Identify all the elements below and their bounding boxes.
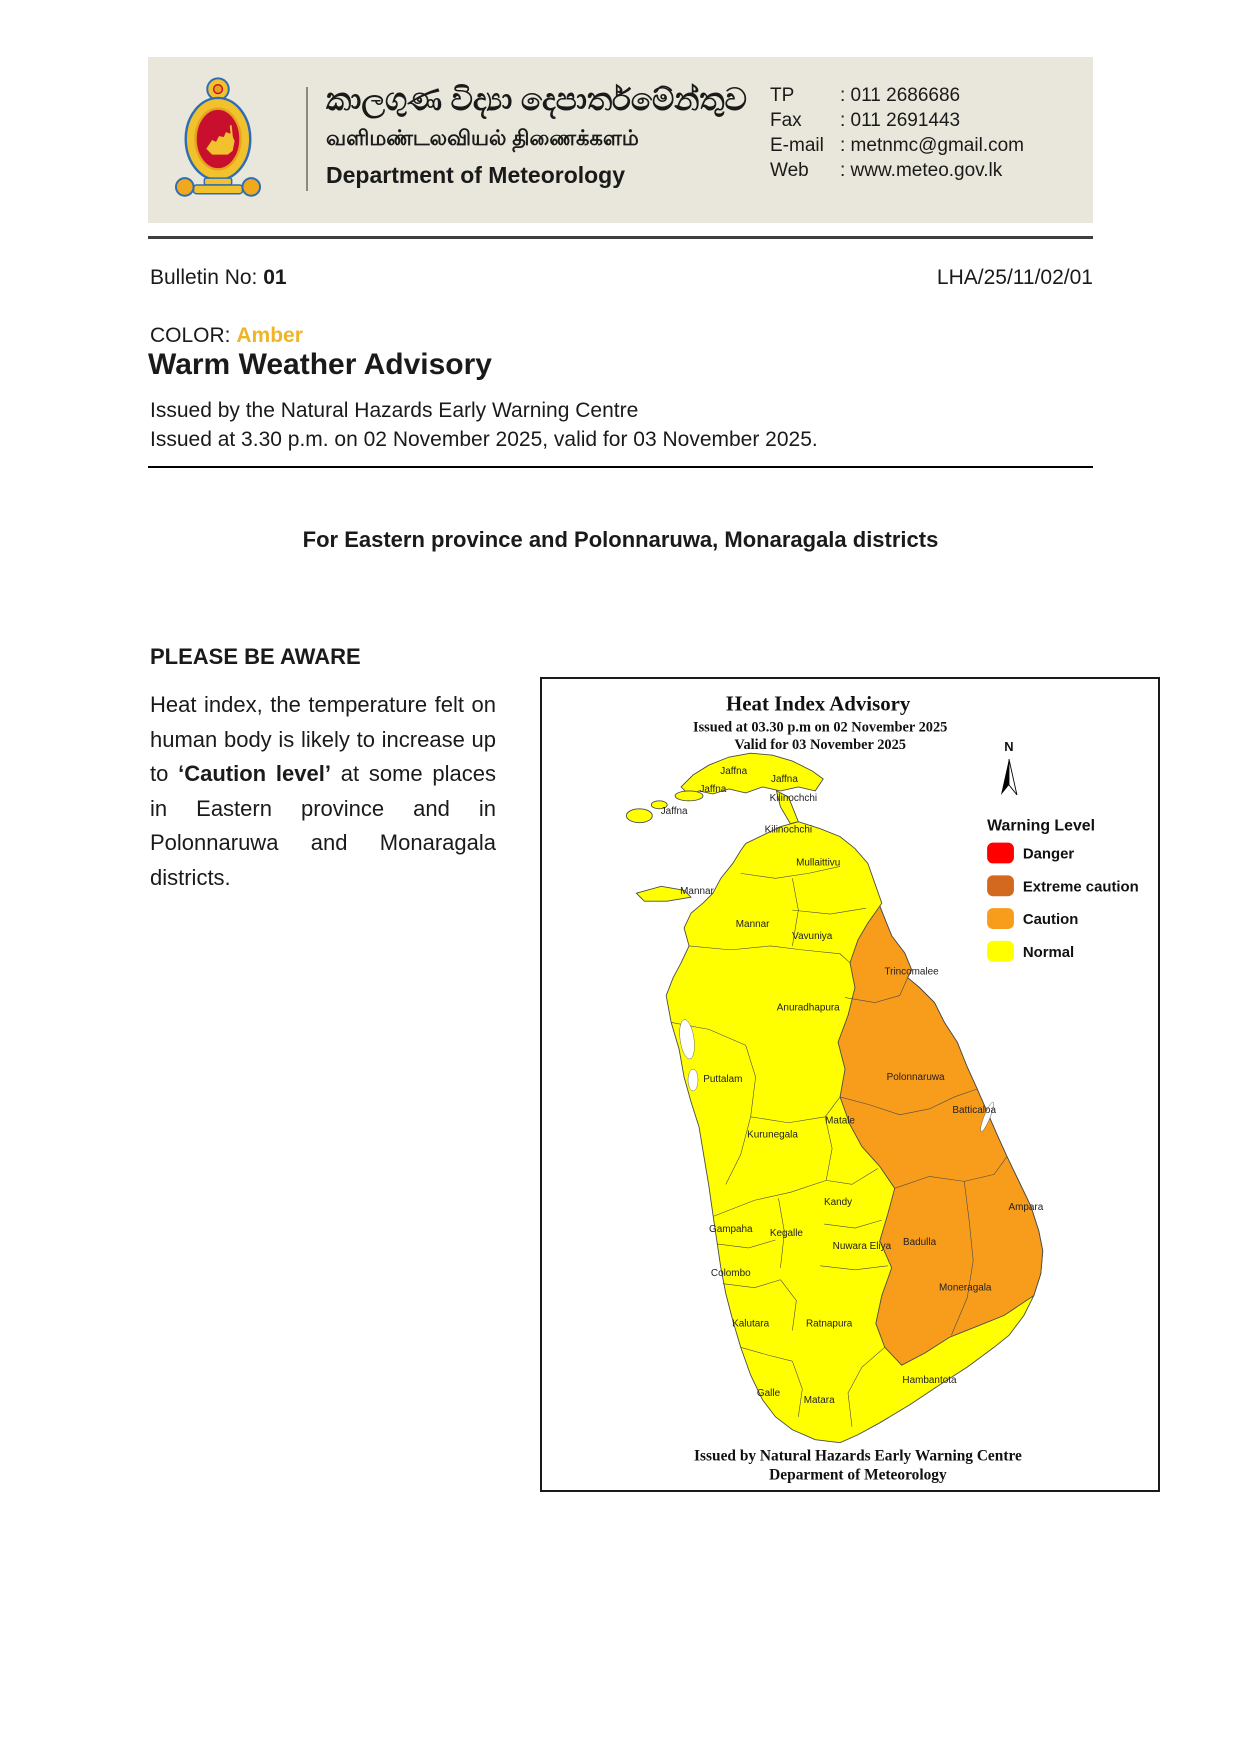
bulletin-number-label: Bulletin No: [150, 266, 258, 289]
district-label-mannar-7: Mannar [680, 886, 714, 898]
contact-label: TP [770, 85, 795, 106]
north-arrow-icon [1001, 739, 1017, 795]
district-label-kilinochchi-4: Kilinochchi [769, 792, 818, 804]
legend-swatch [987, 941, 1014, 962]
contact-value: : 011 2686686 [840, 85, 961, 106]
map-caption-line1: Issued by Natural Hazards Early Warning Centre [694, 1447, 1022, 1465]
contact-row-web [770, 158, 1024, 183]
department-titles [326, 79, 747, 193]
contact-value: : www.meteo.gov.lk [840, 160, 1003, 181]
district-label-kilinochchi-5: Kilinochchi [764, 824, 813, 836]
department-title-tamil: வளிமண்டலவியல் திணைக்களம் [326, 127, 639, 150]
please-be-aware-heading: PLEASE BE AWARE [150, 644, 361, 669]
district-label-kandy-17: Kandy [824, 1197, 853, 1209]
contact-label: Web [770, 160, 809, 181]
map-subtitle-issued: Issued at 03.30 p.m on 02 November 2025 [692, 719, 948, 736]
district-label-nuwara-eliya-20: Nuwara Eliya [832, 1240, 892, 1252]
district-label-mannar-8: Mannar [735, 919, 770, 931]
district-label-gampaha-18: Gampaha [708, 1224, 753, 1236]
district-label-vavuniya-9: Vavuniya [792, 930, 833, 942]
contact-label: Fax [770, 110, 802, 131]
district-label-jaffna-2: Jaffna [699, 783, 727, 795]
legend-item-caution [987, 908, 1078, 929]
issued-at-line: Issued at 3.30 p.m. on 02 November 2025, valid for 03 November 2025. [150, 428, 818, 451]
district-label-jaffna-1: Jaffna [770, 773, 798, 785]
legend-label: Extreme caution [1022, 879, 1139, 896]
subject-heading: For Eastern province and Polonnaruwa, Monaragala districts [302, 527, 939, 552]
contact-row-email [770, 133, 1024, 158]
letterhead-divider [306, 87, 308, 191]
sri-lanka-emblem-icon [174, 75, 262, 203]
district-label-kurunegala-16: Kurunegala [747, 1129, 798, 1141]
letterhead-rule [148, 236, 1093, 239]
legend-item-normal [987, 941, 1074, 962]
district-label-mullaittivu-6: Mullaittivu [796, 857, 841, 869]
district-label-polonnaruwa-13: Polonnaruwa [886, 1072, 945, 1084]
advisory-body-before: Heat index, the temperature felt on human body is likely to increase up to [150, 692, 496, 786]
legend-label: Caution [1022, 912, 1079, 929]
district-label-galle-28: Galle [756, 1387, 781, 1399]
district-label-kalutara-24: Kalutara [732, 1318, 770, 1330]
contact-label: E-mail [770, 135, 824, 156]
department-title-sinhala: කාලගුණ විද්‍යා දෙපාර්තමේන්තුව [326, 82, 747, 117]
contact-value: : 011 2691443 [840, 110, 961, 131]
bulletin-reference: LHA/25/11/02/01 [936, 266, 1093, 289]
district-label-batticaloa-15: Batticaloa [952, 1104, 996, 1116]
heat-index-map-panel [540, 677, 1160, 1492]
map-caption-line2: Deparment of Meteorology [769, 1466, 947, 1484]
contact-block [770, 83, 1024, 183]
district-label-jaffna-0: Jaffna [720, 766, 748, 778]
color-line [150, 324, 303, 348]
contact-row-tp [770, 83, 1024, 108]
district-label-kegalle-19: Kegalle [769, 1228, 803, 1240]
legend-label: Danger [1022, 846, 1075, 863]
advisory-body-bold: ‘Caution level’ [178, 761, 331, 786]
separator-rule [148, 466, 1093, 468]
district-label-puttalam-12: Puttalam [703, 1074, 743, 1086]
district-label-hambantota-27: Hambantota [902, 1375, 957, 1387]
map-subtitle-valid: Valid for 03 November 2025 [734, 737, 907, 754]
advisory-body [150, 688, 496, 895]
legend-swatch [987, 875, 1014, 896]
north-arrow-label: N [1004, 739, 1014, 755]
contact-value: : metnmc@gmail.com [840, 135, 1024, 156]
issued-by-line: Issued by the Natural Hazards Early Warning Centre [150, 399, 639, 422]
department-title-english: Department of Meteorology [326, 162, 626, 188]
legend-swatch [987, 843, 1014, 864]
map-legend [987, 818, 1139, 962]
legend-swatch [987, 908, 1014, 929]
legend-item-extreme-caution [987, 875, 1139, 896]
district-label-ampara-22: Ampara [1008, 1202, 1044, 1214]
district-label-matale-14: Matale [825, 1115, 855, 1127]
color-value: Amber [236, 324, 303, 347]
legend-label: Normal [1022, 944, 1075, 961]
district-label-trincomalee-10: Trincomalee [884, 966, 939, 978]
district-label-jaffna-3: Jaffna [660, 805, 688, 817]
page-title: Warm Weather Advisory [148, 348, 492, 381]
district-label-matara-29: Matara [803, 1394, 835, 1406]
district-label-colombo-23: Colombo [710, 1267, 751, 1279]
letterhead [148, 57, 1093, 223]
color-label: COLOR: [150, 324, 231, 347]
contact-row-fax [770, 108, 1024, 133]
district-label-moneragala-26: Moneragala [939, 1282, 992, 1294]
district-label-badulla-21: Badulla [902, 1236, 937, 1248]
bulletin-number-value: 01 [263, 266, 287, 289]
district-label-anuradhapura-11: Anuradhapura [776, 1002, 840, 1014]
district-label-ratnapura-25: Ratnapura [805, 1318, 853, 1330]
sri-lanka-map [542, 679, 1158, 1490]
advisory-body-after: at some places in Eastern province and in Polonnaruwa and Monaragala districts. [150, 761, 496, 890]
legend-title: Warning Level [987, 817, 1096, 835]
map-title: Heat Index Advisory [726, 691, 911, 716]
legend-item-danger [987, 843, 1074, 864]
